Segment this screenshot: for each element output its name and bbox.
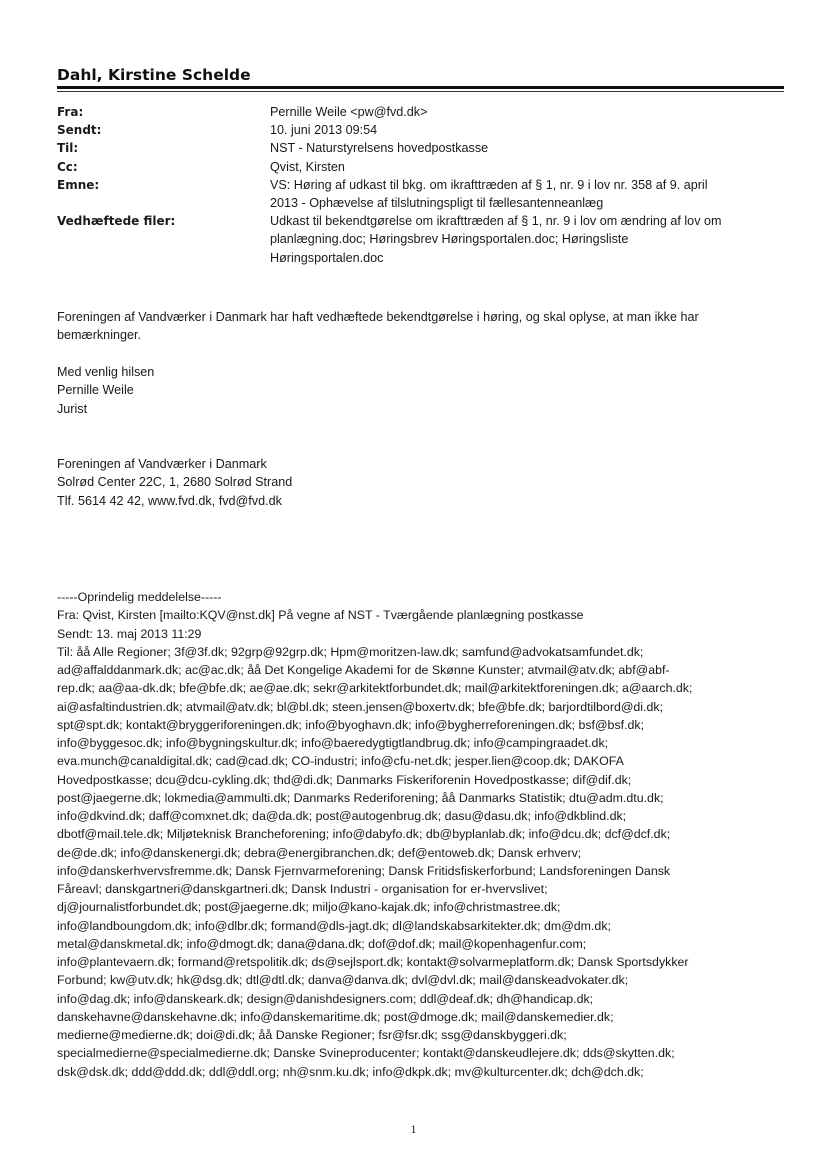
sender-name: Pernille Weile: [57, 383, 134, 398]
original-line: post@jaegerne.dk; lokmedia@ammulti.dk; Danmarks Rederiforening; åå Danmarks Statistik; dtu@adm.dtu.dk;: [57, 790, 664, 805]
paragraph-line-2: bemærkninger.: [57, 328, 141, 343]
cc-label: Cc:: [57, 159, 78, 174]
original-line: metal@danskmetal.dk; info@dmogt.dk; dana@dana.dk; dof@dof.dk; mail@kopenhagenfur.com;: [57, 936, 587, 951]
to-value: NST - Naturstyrelsens hovedpostkasse: [270, 141, 489, 156]
org-address: Solrød Center 22C, 1, 2680 Solrød Strand: [57, 475, 293, 490]
sent-value: 10. juni 2013 09:54: [270, 123, 378, 138]
attachments-line-2: planlægning.doc; Høringsbrev Høringsportalen.doc; Høringsliste: [270, 232, 629, 247]
sender-role: Jurist: [57, 401, 88, 416]
attachments-line-3: Høringsportalen.doc: [270, 250, 384, 265]
original-line: info@landboungdom.dk; info@dlbr.dk; formand@dls-jagt.dk; dl@landskabsarkitekter.dk; dm@dm.dk;: [57, 918, 611, 933]
subject-label: Emne:: [57, 177, 100, 192]
original-line: info@dag.dk; info@danskeark.dk; design@danishdesigners.com; ddl@deaf.dk; dh@handicap.dk;: [57, 991, 594, 1006]
title-rule-thick: [57, 86, 784, 89]
original-line: ai@asfaltindustrien.dk; atvmail@atv.dk; bl@bl.dk; steen.jensen@boxertv.dk; bfe@bfe.dk; barjordtilbord@di.dk;: [57, 699, 664, 714]
page-number: 1: [410, 1122, 417, 1136]
original-line: info@byggesoc.dk; info@bygningskultur.dk; info@baeredygtigtlandbrug.dk; info@campingraadet.dk;: [57, 736, 609, 750]
attachments-label: Vedhæftede filer:: [57, 214, 176, 229]
original-line: de@de.dk; info@danskenergi.dk; debra@energibranchen.dk; def@entoweb.dk; Dansk erhverv;: [57, 845, 582, 860]
email-header: [57, 103, 787, 267]
title-rule-thin: [57, 91, 784, 92]
sent-row: [57, 121, 787, 139]
cc-row: [57, 158, 787, 176]
original-line: danskehavne@danskehavne.dk; info@danskemaritime.dk; post@dmoge.dk; mail@danskemedier.dk;: [57, 1009, 614, 1024]
original-line: Fåreavl; danskgartneri@danskgartneri.dk; Dansk Industri - organisation for er-hvervslivet;: [57, 882, 548, 896]
from-value: Pernille Weile <pw@fvd.dk>: [270, 105, 428, 119]
original-line: medierne@medierne.dk; doi@di.dk; åå Danske Regioner; fsr@fsr.dk; ssg@danskbyggeri.dk;: [57, 1028, 567, 1042]
original-line: spt@spt.dk; kontakt@bryggeriforeningen.dk; info@byoghavn.dk; info@bygherreforeningen.dk; bsf@bsf.dk;: [57, 717, 645, 732]
signature: [57, 363, 787, 418]
attachments-line-1: Udkast til bekendtgørelse om ikrafttræden af § 1, nr. 9 i lov om ændring af lov om: [270, 214, 722, 229]
original-line: rep.dk; aa@aa-dk.dk; bfe@bfe.dk; ae@ae.dk; sekr@arkitektforbundet.dk; mail@arkitektforeningen.dk; a@aarch.dk;: [57, 681, 693, 696]
original-line: dbotf@mail.tele.dk; Miljøteknisk Brancheforening; info@dabyfo.dk; db@byplanlab.dk; info@dcu.dk; dcf@dcf.dk;: [57, 827, 671, 842]
original-line: -----Oprindelig meddelelse-----: [57, 590, 222, 604]
original-message: [57, 588, 792, 1081]
paragraph-line-1: Foreningen af Vandværker i Danmark har haft vedhæftede bekendtgørelse i høring, og skal oplyse, at man ikke har: [57, 310, 699, 324]
original-line: specialmedierne@specialmedierne.dk; Danske Svineproducenter; kontakt@danskeudlejere.dk; dds@skytten.dk;: [57, 1046, 675, 1061]
original-line: dj@journalistforbundet.dk; post@jaegerne.dk; miljo@kano-kajak.dk; info@christmastree.dk;: [57, 900, 561, 915]
original-line: Hovedpostkasse; dcu@dcu-cykling.dk; thd@di.dk; Danmarks Fiskeriforenin Hovedpostkasse; dif@dif.dk;: [57, 772, 632, 787]
message-paragraph: [57, 308, 787, 345]
org-contact: Tlf. 5614 42 42, www.fvd.dk, fvd@fvd.dk: [57, 493, 282, 508]
original-line: ad@affalddanmark.dk; ac@ac.dk; åå Det Kongelige Akademi for de Skønne Kunster; atvmail@atv.dk; abf@abf-: [57, 663, 670, 677]
subject-value: [270, 176, 787, 212]
document-title: Dahl, Kirstine Schelde: [57, 66, 251, 84]
original-line: dsk@dsk.dk; ddd@ddd.dk; ddl@ddl.org; nh@snm.ku.dk; info@dkpk.dk; mv@kulturcenter.dk; dch@dch.dk;: [57, 1064, 644, 1079]
from-row: [57, 103, 787, 121]
organization-block: [57, 455, 787, 510]
original-line: eva.munch@canaldigital.dk; cad@cad.dk; CO-industri; info@cfu-net.dk; jesper.lien@coop.dk; DAKOFA: [57, 754, 624, 769]
original-line: info@dkvind.dk; daff@comxnet.dk; da@da.dk; post@autogenbrug.dk; dasu@dasu.dk; info@dkblind.dk;: [57, 809, 627, 823]
sent-label: Sendt:: [57, 123, 102, 138]
original-line: Forbund; kw@utv.dk; hk@dsg.dk; dtl@dtl.dk; danva@danva.dk; dvl@dvl.dk; mail@danskeadvokater.dk;: [57, 973, 629, 988]
original-line: info@danskerhvervsfremme.dk; Dansk Fjernvarmeforening; Dansk Fritidsfiskerforbund; Landsforeningen Dansk: [57, 863, 671, 878]
original-line: Fra: Qvist, Kirsten [mailto:KQV@nst.dk] På vegne af NST - Tværgående planlægning postkasse: [57, 608, 584, 623]
from-label: Fra:: [57, 105, 84, 119]
attachments-value: [270, 212, 787, 267]
greeting: Med venlig hilsen: [57, 365, 155, 379]
subject-line-2: 2013 - Ophævelse af tilslutningspligt til fællesantenneanlæg: [270, 196, 604, 211]
subject-line-1: VS: Høring af udkast til bkg. om ikrafttræden af § 1, nr. 9 i lov nr. 358 af 9. april: [270, 177, 708, 192]
original-line: Til: åå Alle Regioner; 3f@3f.dk; 92grp@92grp.dk; Hpm@moritzen-law.dk; samfund@advokatsamfundet.dk;: [57, 644, 644, 659]
cc-value: Qvist, Kirsten: [270, 159, 345, 174]
to-row: [57, 139, 787, 157]
original-line: info@plantevaern.dk; formand@retspolitik.dk; ds@sejlsport.dk; kontakt@solvarmeplatform.dk; Dansk Sportsdykker: [57, 955, 689, 969]
original-line: Sendt: 13. maj 2013 11:29: [57, 626, 202, 641]
to-label: Til:: [57, 141, 79, 156]
attachments-row: [57, 212, 787, 267]
org-name: Foreningen af Vandværker i Danmark: [57, 457, 267, 471]
subject-row: [57, 176, 787, 212]
